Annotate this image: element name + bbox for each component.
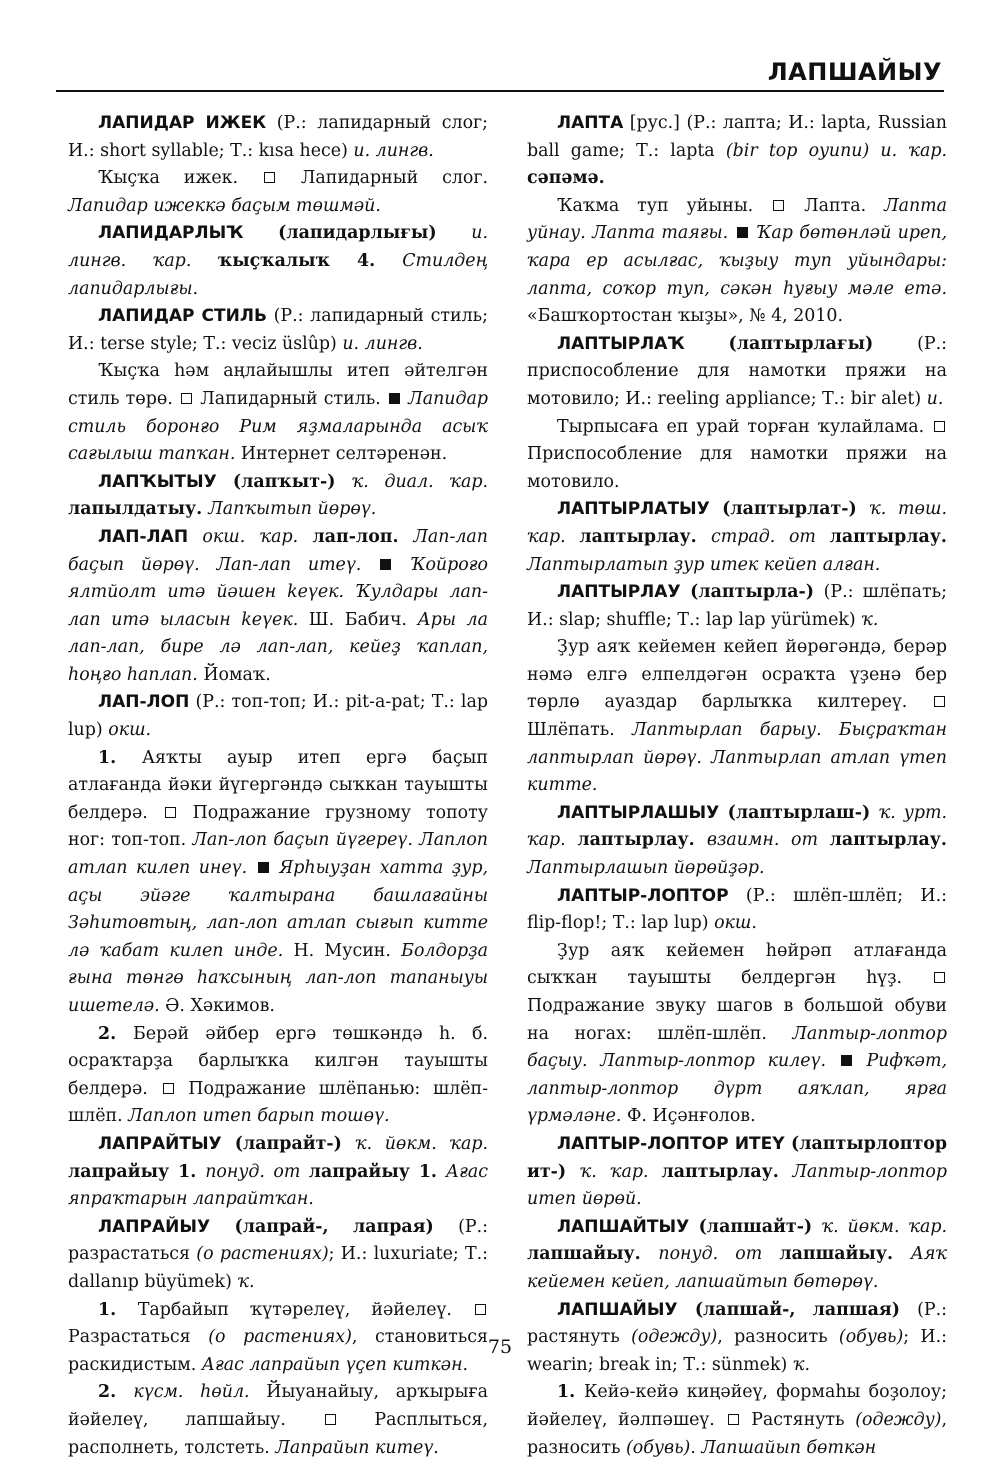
entry-text: ҡ. ҡар.	[579, 1161, 662, 1182]
entry-text: ҡ. төш. ҡар.	[527, 499, 947, 547]
entry-text: Ҡыҫҡа ижек.	[98, 168, 262, 189]
entry-text: лаптырлау.	[661, 1161, 793, 1182]
translation-marker-icon	[163, 1083, 174, 1094]
entry-text: Ҙур аяҡ кейемен һөйрәп атлағанда сыҡҡан тауышты белдергән һүҙ.	[527, 940, 947, 989]
header-rule	[56, 90, 944, 92]
page-number: 75	[487, 1336, 513, 1358]
headword: ЛАПТЫРЛАТЫУ	[557, 499, 710, 520]
dictionary-entry	[68, 469, 488, 524]
headword: ЛАПТЫРЛАШЫУ	[557, 802, 720, 823]
headword: ЛАПТЫРЛАҠ	[557, 333, 685, 354]
entry-text: 2.	[98, 1023, 133, 1044]
translation-marker-icon	[325, 1414, 336, 1425]
entry-heading	[527, 331, 947, 414]
translation-marker-icon	[728, 1414, 739, 1425]
entry-text: Ҡаҡма туп уйыны.	[557, 195, 772, 216]
entry-sense	[527, 938, 947, 1131]
example-marker-icon	[737, 227, 748, 238]
entry-text: Растянуть	[740, 1409, 856, 1430]
entry-text: ; И.: luxuriate; Т.: dallanıp büyümek)	[68, 1244, 489, 1292]
entry-text: Рифҡәт, лаптыр-лоптор дүрт аяҡлап, ярға үрмәләне.	[527, 1051, 947, 1127]
entry-text: күсм. һөйл.	[133, 1382, 267, 1403]
dictionary-entry	[527, 883, 947, 1131]
entry-text: Подражание грузному топоту ног: топ-топ.	[68, 802, 488, 851]
entry-text: лаптырлау.	[829, 526, 947, 547]
entry-text: Лапта.	[786, 195, 885, 216]
entry-text: Интернет селтәренән.	[240, 444, 448, 465]
entry-text: Болдорҙа ғына төнгө һаҡсының лап-лоп тапаныуы ишетелә.	[68, 940, 488, 1016]
entry-text: Лапидар ижеккә баҫым төшмәй.	[68, 195, 381, 216]
entry-sense	[68, 745, 488, 1021]
entry-text: Тарбайып ҡүтәрелеү, йәйелеү.	[137, 1299, 473, 1320]
entry-text: (о растениях)	[196, 1244, 329, 1265]
entry-text: Лаптырлап барыу. Быҫраҡтан лаптырлап йөрөү. Лаптырлап атлап үтеп китте.	[527, 720, 947, 796]
entry-text: понуд. от	[205, 1161, 309, 1182]
headword: ЛАПИДАР ИЖЕК	[98, 113, 267, 133]
dictionary-entry	[527, 800, 947, 883]
entry-text: (лапрайт-)	[221, 1133, 355, 1154]
entry-text: Лапҡытып йөрөү.	[208, 499, 377, 520]
entry-text: (bir top oyunu) и. ҡар.	[725, 140, 947, 161]
entry-text: Аяҡты ауыр итеп ергә баҫып атлағанда йәки йүгергәндә сыҡкан тауышты белдерә.	[68, 747, 488, 823]
entry-text: Лапидарный слог.	[277, 168, 488, 189]
headword: ЛАПИДАРЛЫҠ	[98, 223, 244, 244]
headword: ЛАПТА	[557, 113, 624, 133]
entry-text: понуд. от	[658, 1244, 780, 1265]
entry-sense	[527, 193, 947, 331]
headword: ЛАПҠЫТЫУ	[98, 471, 217, 492]
entry-text: Ф. Иҫәнғолов.	[626, 1106, 756, 1127]
entry-text: 1.	[98, 747, 142, 768]
entry-text: окш.	[714, 913, 757, 934]
entry-text: Лаптырлашып йөрөйҙәр.	[527, 858, 765, 879]
dictionary-entry	[68, 110, 488, 220]
entry-text: , разносить	[717, 1327, 839, 1348]
entry-heading	[68, 1131, 488, 1214]
entry-text: (лапидарлығы)	[243, 223, 472, 244]
entry-text: лапшайыу.	[779, 1244, 911, 1265]
entry-text: лапшайыу.	[527, 1244, 659, 1265]
entry-text: и.	[926, 388, 944, 409]
entry-text: Лаптырлатып ҙур итек кейеп алған.	[527, 554, 881, 575]
translation-marker-icon	[181, 393, 192, 404]
entry-text: 1.	[98, 1299, 138, 1320]
entry-text: Лапшайып бөткән	[701, 1437, 877, 1458]
entry-text: (лапрай-, лапрая)	[210, 1216, 459, 1237]
entry-heading	[68, 303, 488, 358]
entry-text: (Р.: растянуть	[527, 1299, 947, 1348]
entry-text: лап-лоп.	[312, 526, 414, 547]
entry-text: (лаптырлағы)	[684, 333, 918, 354]
entry-text: (Р.: лапидарный стиль; И.: terse style; Т.: veciz üslûp)	[68, 306, 488, 354]
entry-text: ҡ. диал. ҡар.	[351, 471, 488, 492]
entry-heading	[527, 883, 947, 938]
entry-text: взаимн. от	[706, 830, 830, 851]
entry-text: ҡ.	[861, 609, 879, 630]
dictionary-entry	[68, 303, 488, 469]
translation-marker-icon	[165, 807, 176, 818]
entry-text: ҡыҫҡалыҡ 4.	[217, 250, 403, 271]
entry-text: и. лингв.	[353, 140, 434, 161]
entry-text: ҡ. йөкм. ҡар.	[354, 1133, 488, 1154]
entry-heading	[527, 496, 947, 579]
entry-sense	[527, 1379, 947, 1462]
entry-text: (Р.: шлёпать; И.: slap; shuffle; Т.: lap lap yürümek)	[527, 582, 947, 630]
dictionary-entry	[527, 496, 947, 579]
example-marker-icon	[258, 862, 269, 873]
entry-text: Лап-лап баҫып йөрөү. Лап-лап итеү.	[68, 526, 488, 575]
entry-sense	[68, 1379, 488, 1462]
translation-marker-icon	[934, 696, 945, 707]
entry-text: (лаптырлат-)	[709, 499, 870, 520]
entry-sense	[527, 634, 947, 800]
entry-text: , становиться раскидистым.	[68, 1327, 488, 1375]
entry-text: Ағас лапрайып үҫеп киткән.	[201, 1354, 469, 1375]
left-column	[68, 110, 488, 1462]
entry-heading	[68, 1214, 488, 1297]
entry-text: (Р.: шлёп-шлёп; И.: flip-flop!; Т.: lap lup)	[527, 885, 947, 934]
entry-text: (лаптырлоптор ит-)	[527, 1133, 947, 1182]
entry-text: Лапидар стиль боронғо Рим яҙмаларында асыҡ сағылыш тапҡан.	[68, 388, 488, 465]
entry-text: лаптырлау.	[829, 830, 947, 851]
entry-text: Ш. Бабич.	[308, 609, 418, 630]
entry-text: (Р.: разрастаться	[68, 1216, 488, 1265]
entry-text: (Р.: лапидарный слог; И.: short syllable; Т.: kısa hece)	[68, 113, 489, 161]
entry-text: Лапта уйнау. Лапта таяғы.	[527, 195, 948, 244]
entry-text: Берәй әйбер ергә төшкәндә һ. б. осраҡтарҙа барлыҡка килгән тауышты белдерә.	[68, 1023, 488, 1099]
entry-text: Ҡойроғо ялтйолт итә йәшен keүeк. Ҡулдары лап-лап итә ыласын keүeк.	[68, 554, 488, 630]
entry-heading	[527, 800, 947, 883]
entry-text: Ҡыҫҡа һәм аңлайышлы итеп әйтелгән стиль төрө.	[68, 361, 488, 409]
entry-text: (о растениях)	[208, 1327, 352, 1348]
entry-text: лапрайыу 1.	[308, 1161, 446, 1182]
headword: ЛАПТЫР-ЛОПТОР	[557, 885, 729, 906]
entry-text: Ҙур аяҡ кейемен кейеп йөрөгәндә, берәр нәмә елгә елпелдәгән осраҡта үҙенә бер төрлө ауаздар барлыҡка килтереү.	[527, 637, 947, 713]
entry-text: Подражание шлёпанью: шлёп-шлёп.	[68, 1078, 488, 1127]
entry-text: лаптырлау.	[577, 830, 707, 851]
entry-text: (обувь)	[838, 1327, 904, 1348]
entry-text: сәпәмә.	[527, 168, 605, 189]
headword: ЛАПИДАР СТИЛЬ	[98, 306, 267, 327]
entry-text: Лап-лоп баҫып йүгереү. Лаплоп атлап килеп инеү.	[68, 830, 489, 879]
dictionary-entry	[68, 220, 488, 303]
entry-text: Кейә-кейә киңәйеү, формаһы боҙолоу; йәйелеү, йәлпәшеү.	[527, 1382, 947, 1430]
headword: ЛАПРАЙТЫУ	[98, 1133, 222, 1154]
translation-marker-icon	[934, 972, 945, 983]
dictionary-entry	[527, 579, 947, 800]
entry-text: страд. от	[710, 526, 830, 547]
headword: ЛАП-ЛАП	[98, 526, 189, 547]
entry-heading	[68, 689, 488, 744]
entry-heading	[527, 1214, 947, 1297]
entry-heading	[68, 110, 488, 165]
entry-text: 1.	[557, 1382, 584, 1403]
entry-text: [рус.] (Р.: лапта; И.: lapta, Russian ball game; Т.: lapta	[527, 113, 947, 161]
entry-text: Подражание звуку шагов в большой обуви на ногах: шлёп-шлёп.	[527, 996, 947, 1044]
running-head: ЛАПШАЙЫУ	[767, 58, 942, 86]
entry-text: (лаптырлаш-)	[719, 802, 879, 823]
right-column	[527, 110, 947, 1462]
entry-text: (Р.: приспособление для намотки пряжи на мотовило; И.: reeling appliance; Т.: bir alet)	[527, 333, 947, 409]
entry-text: Лаптыр-лоптор баҫыу. Лаптыр-лоптор килеү.	[527, 1023, 947, 1072]
translation-marker-icon	[475, 1304, 486, 1315]
entry-text: Лапрайып китеү.	[275, 1437, 439, 1458]
entry-text: Йомаҡ.	[203, 664, 271, 685]
entry-text: Лаптыр-лоптор итеп йөрөй.	[527, 1161, 947, 1210]
entry-heading	[527, 1131, 947, 1214]
entry-text: Аяҡ кейемен кейеп, лапшайтып бөтөрөү.	[527, 1244, 948, 1292]
entry-text: (обувь)	[626, 1437, 691, 1458]
entry-heading	[527, 579, 947, 634]
dictionary-entry	[68, 689, 488, 1131]
entry-text: лапрайыу 1.	[68, 1161, 206, 1182]
example-marker-icon	[380, 559, 391, 570]
entry-text: (Р.: топ-топ; И.: pit-a-pat; Т.: lap lup)	[68, 692, 488, 741]
entry-heading	[68, 469, 488, 524]
dictionary-entry	[527, 1131, 947, 1214]
entry-heading	[68, 220, 488, 303]
entry-text: Ҡар бөтөнләй иреп, ҡара ер асылғас, ҡыҙыу туп уйындары: лапта, соҡор туп, сәкән һуғыу мәле етә.	[527, 223, 947, 299]
entry-sense	[527, 414, 947, 497]
dictionary-entry	[527, 1297, 947, 1462]
translation-marker-icon	[934, 421, 945, 432]
dictionary-entry	[68, 1131, 488, 1214]
translation-marker-icon	[773, 200, 784, 211]
dictionary-entry	[527, 331, 947, 497]
entry-text: (лаптырла-)	[680, 582, 824, 603]
entry-text: Стилдең лапидарлығы.	[68, 250, 488, 299]
entry-text: ҡ. йөкм. ҡар.	[821, 1216, 947, 1237]
entry-text: ҡ.	[237, 1271, 255, 1292]
headword: ЛАПШАЙТЫУ	[557, 1216, 690, 1237]
entry-text: Ағас япраҡтарын лапрайтҡан.	[68, 1161, 488, 1210]
entry-text: Н. Мусин.	[293, 940, 402, 961]
headword: ЛАПТЫР-ЛОПТОР ИТЕҮ	[557, 1133, 785, 1154]
entry-text: окш. ҡар.	[188, 526, 313, 547]
entry-text: Ә. Хәкимов.	[165, 996, 275, 1016]
translation-marker-icon	[264, 172, 275, 183]
entry-text: «Башҡортостан ҡыҙы», № 4, 2010.	[527, 306, 844, 327]
headword: ЛАП-ЛОП	[98, 692, 190, 713]
headword: ЛАПТЫРЛАУ	[557, 582, 681, 603]
entry-text: (одежду)	[855, 1409, 942, 1430]
entry-text: Ярһыуҙан хатта ҙур, аҫы эйәге ҡалтырана башлағайны Зәһитовтың, лап-лоп атлап сығып китте лә ҡабат килеп инде.	[68, 858, 489, 961]
entry-text: окш.	[108, 720, 152, 741]
dictionary-entry	[68, 524, 488, 690]
entry-text: (лапшайт-)	[689, 1216, 822, 1237]
dictionary-entry	[527, 1214, 947, 1297]
headword: ЛАПРАЙЫУ	[98, 1216, 211, 1237]
entry-text: Лапидарный стиль.	[194, 388, 387, 409]
entry-text: Шлёпать.	[527, 720, 632, 741]
dictionary-entry	[527, 110, 947, 331]
entry-text: .	[690, 1437, 702, 1458]
entry-text: ҡ.	[792, 1354, 810, 1375]
entry-text: лаптырлау.	[579, 526, 711, 547]
entry-text: лапылдатыу.	[68, 499, 209, 520]
entry-text: Лаплоп итеп барып тошөү.	[128, 1106, 390, 1127]
example-marker-icon	[389, 393, 400, 404]
entry-sense	[68, 165, 488, 220]
entry-text: Разрастаться	[68, 1327, 209, 1348]
entry-text: Йыуанайыу, арҡырыға йәйелеү, лапшайыу.	[68, 1382, 488, 1430]
entry-text: (одежду)	[631, 1327, 718, 1348]
entry-sense	[68, 358, 488, 468]
entry-text: (лапҡыт-)	[216, 471, 352, 492]
entry-text: ; И.: wearin; break in; Т.: sünmek)	[527, 1327, 947, 1375]
entry-text: ҡ. урт. ҡар.	[527, 802, 947, 851]
entry-heading	[68, 524, 488, 690]
entry-text: Расплыться, располнеть, толстеть.	[68, 1409, 488, 1458]
entry-text: Ары ла лап-лап, бире лә лап-лап, кейеҙ ҡаплап, һоңғо һаплап.	[68, 609, 488, 685]
entry-text: (лапшай-, лапшая)	[677, 1299, 918, 1320]
headword: ЛАПШАЙЫУ	[557, 1299, 678, 1320]
entry-text: Тырпысаға еп урай торған ҡулайлама.	[557, 416, 932, 437]
entry-heading	[527, 110, 947, 193]
example-marker-icon	[841, 1055, 852, 1066]
entry-text: , разносить	[527, 1409, 947, 1458]
entry-sense	[68, 1021, 488, 1131]
entry-text: Приспособление для намотки пряжи на мотовило.	[527, 444, 947, 492]
entry-text: и. лингв. ҡар.	[68, 223, 488, 271]
entry-text: и. лингв.	[342, 333, 423, 354]
entry-text: 2.	[98, 1382, 134, 1403]
